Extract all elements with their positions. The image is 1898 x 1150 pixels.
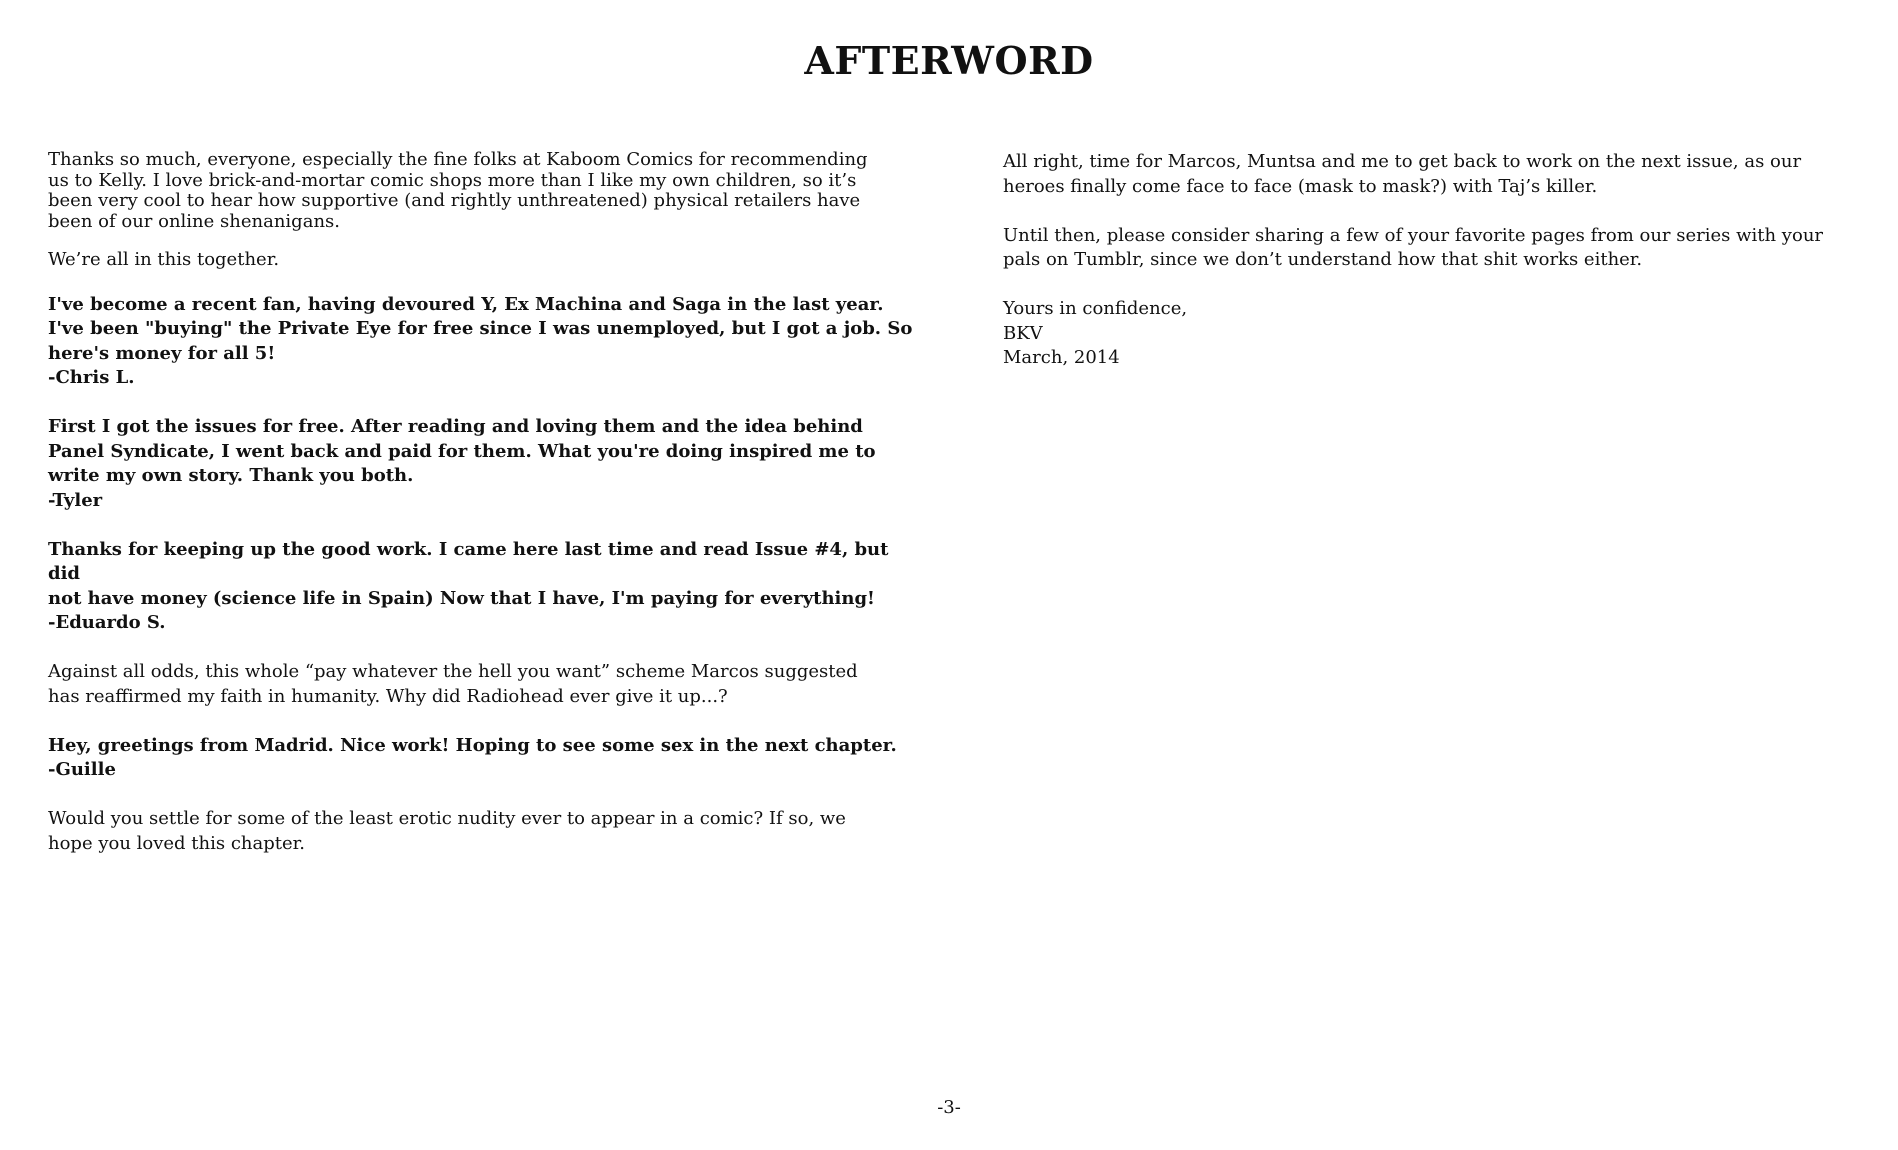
text-line: been of our online shenanigans. — [48, 210, 340, 232]
signoff-line: Yours in confidence, — [1003, 298, 1188, 319]
text-line: Against all odds, this whole “pay whatever the hell you want” scheme Marcos suggested — [48, 661, 858, 682]
author-initials: BKV — [1003, 322, 1043, 344]
text-line: Hey, greetings from Madrid. Nice work! Hoping to see some sex in the next chapter. — [48, 734, 897, 756]
text-line: All right, time for Marcos, Muntsa and me to get back to work on the next issue, as our — [1003, 151, 1802, 172]
text-line: Thanks so much, everyone, especially the fine folks at Kaboom Comics for recommending — [48, 149, 868, 170]
reply-paragraph-nudity — [48, 807, 918, 856]
text-line: pals on Tumblr, since we don’t understand how that shit works either. — [1003, 249, 1643, 270]
letter-signature: -Guille — [48, 759, 116, 780]
letter-signature: -Tyler — [48, 489, 103, 511]
text-line: hope you loved this chapter. — [48, 832, 306, 854]
text-line: heroes finally come face to face (mask to mask?) with Taj’s killer. — [1003, 175, 1598, 197]
reader-letter-chris — [48, 293, 918, 391]
together-paragraph — [48, 248, 918, 273]
signoff-date: March, 2014 — [1003, 347, 1120, 368]
letter-signature: -Eduardo S. — [48, 612, 166, 633]
reader-letter-eduardo — [48, 538, 918, 636]
text-line: us to Kelly. I love brick-and-mortar comic shops more than I like my own children, so it’s — [48, 169, 857, 191]
text-line: write my own story. Thank you both. — [48, 465, 414, 486]
text-line: First I got the issues for free. After reading and loving them and the idea behind — [48, 416, 863, 437]
text-line: I've been "buying" the Private Eye for free since I was unemployed, but I got a job. So — [48, 318, 913, 339]
text-line: Panel Syndicate, I went back and paid for them. What you're doing inspired me to — [48, 440, 876, 462]
next-issue-paragraph — [1003, 150, 1863, 199]
text-line: Thanks for keeping up the good work. I came here last time and read Issue #4, but did — [48, 538, 889, 584]
text-line: has reaffirmed my faith in humanity. Why did Radiohead ever give it up...? — [48, 685, 728, 707]
right-column — [1003, 150, 1863, 395]
page-title: AFTERWORD — [804, 38, 1094, 83]
page-number: -3- — [937, 1097, 961, 1118]
reply-paragraph-odds — [48, 660, 918, 709]
signoff — [1003, 297, 1863, 371]
text-line: I've become a recent fan, having devoured Y, Ex Machina and Saga in the last year. — [48, 293, 884, 315]
intro-paragraph — [48, 150, 918, 232]
left-column — [48, 150, 918, 881]
text-line: here's money for all 5! — [48, 342, 276, 364]
tumblr-paragraph — [1003, 224, 1863, 273]
text-line: not have money (science life in Spain) Now that I have, I'm paying for everything! — [48, 587, 875, 609]
text-line: been very cool to hear how supportive (and rightly unthreatened) physical retailers have — [48, 190, 861, 211]
text-line: Would you settle for some of the least erotic nudity ever to appear in a comic? If so, we — [48, 808, 846, 829]
reader-letter-guille — [48, 734, 918, 783]
text-line: We’re all in this together. — [48, 249, 280, 270]
reader-letter-tyler — [48, 415, 918, 513]
text-line: Until then, please consider sharing a few of your favorite pages from our series with your — [1003, 224, 1824, 246]
letter-signature: -Chris L. — [48, 367, 135, 388]
